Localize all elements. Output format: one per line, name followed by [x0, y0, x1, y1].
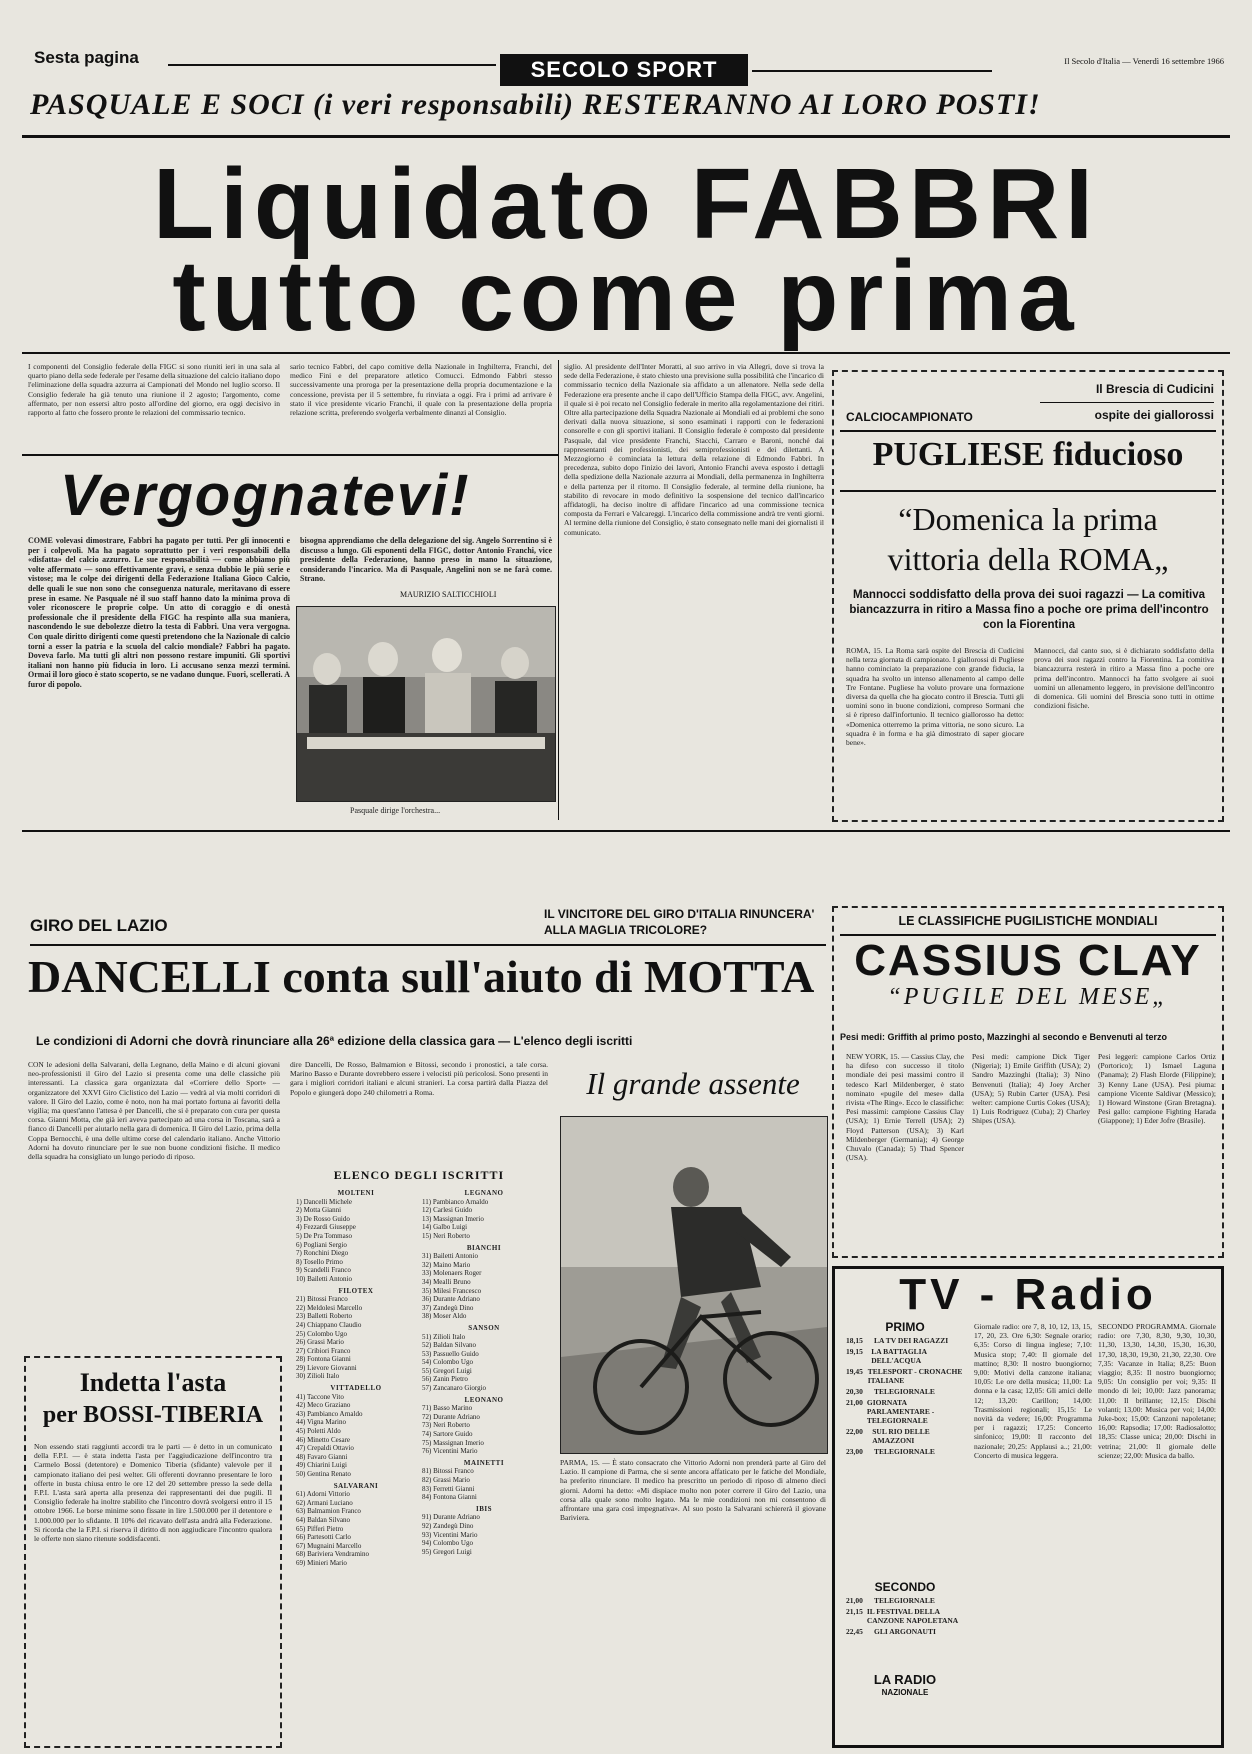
pugilato-text-col3: Pesi leggeri: campione Carlos Ortiz (Portorico); 1) Ismael Laguna (Panama); 2) Flash Elorde (Filippine); 3) Kenny Lane (USA). Pesi piuma: campione Vicente Saldivar (Messico); 1) Howard Winstone (Gran Bretagna). Pesi gallo: campione Fighting Harada (Giappone); 1) Eder Jofre (Brasile).	[1098, 1052, 1216, 1126]
tv-schedule-row	[846, 1336, 966, 1345]
tv-program: TELEGIORNALE	[874, 1387, 935, 1396]
rider-entry: 50) Gentina Renato	[296, 1470, 351, 1478]
calcio-subtitle-rule	[840, 490, 1216, 492]
rider-entry: 51) Zilioli Italo	[422, 1332, 466, 1341]
rider-entry: 69) Minieri Mario	[296, 1558, 347, 1567]
rider-entry: 1) Dancelli Michele	[296, 1197, 352, 1206]
rider-entry: 48) Favaro Gianni	[296, 1452, 348, 1461]
rider-entry: 66) Partesotti Carlo	[296, 1533, 351, 1542]
pugilato-text-col1: NEW YORK, 15. — Cassius Clay, che ha difeso con successo il titolo mondiale dei pesi massimi contro il tedesco Karl Mildenberger, è stato nominato «pugile del mese» dalla rivista «The Ring». Ecco le classifiche: Pesi massimi: campione Cassius Clay (USA); 1) Ernie Terrell (USA); 2) Floyd Patterson (USA); 3) Karl Mildenberger (Germania); 4) George Chuvalo (Canada); 5) Thad Spencer (USA).	[846, 1052, 964, 1163]
tv-time: 21,00	[846, 1398, 863, 1407]
rider-entry: 11) Pambianco Arnaldo	[422, 1197, 489, 1206]
lazio-kicker-rule	[30, 944, 826, 946]
tv-secondo-list	[846, 1596, 966, 1666]
calcio-deck: Mannocci soddisfatto della prova dei suoi ragazzi — La comitiva biancazzurra in ritiro a Massa fino a poche ore prima dell'incontro con la Fiorentina	[849, 589, 1209, 631]
tv-time: 22,45	[846, 1627, 863, 1636]
rider-entry: 28) Fontona Gianni	[296, 1355, 351, 1364]
rider-entry: 31) Bailetti Antonio	[422, 1252, 478, 1261]
rider-entry: 4) Fezzardi Giuseppe	[296, 1223, 356, 1232]
team-name: MOLTENI	[337, 1189, 375, 1197]
rider-entry: 73) Neri Roberto	[422, 1421, 470, 1430]
calcio-text-col2: Mannocci, dal canto suo, si è dichiarato soddisfatto della prova dei suoi ragazzi contro la Fiorentina. La comitiva biancazzurra resterà in ritiro a Massa fino a poche ore prima dell'incontro. Mannocci ha fatto svolgere ai suoi uomini un allenamento leggero, in previsione dell'incontro di domenica. Gli uomini del Brescia sono tutti in ottime condizioni fisiche.	[1034, 646, 1214, 711]
calcio-title: PUGLIESE fiducioso	[872, 436, 1184, 473]
tv-time: 20,30	[846, 1387, 863, 1396]
rider-entry: 57) Zancanaro Giorgio	[422, 1384, 487, 1393]
tv-schedule-row	[846, 1387, 966, 1396]
rider-entry: 10) Bailetti Antonio	[296, 1274, 352, 1283]
lazio-kicker: IL VINCITORE DEL GIRO D'ITALIA RINUNCERA' ALLA MAGLIA TRICOLORE?	[544, 907, 815, 937]
editorial-photo-caption: Pasquale dirige l'orchestra...	[350, 806, 441, 815]
section-banner: SECOLO SPORT	[500, 54, 748, 86]
rider-entry: 7) Ronchini Diego	[296, 1249, 349, 1258]
rider-entry: 22) Meldolesi Marcello	[296, 1303, 363, 1312]
main-headline-line1: Liquidato FABBRI	[153, 148, 1099, 260]
rider-entry: 8) Tosello Primo	[296, 1257, 343, 1266]
rider-entry: 32) Maino Mario	[422, 1260, 471, 1269]
rider-entry: 24) Chiappano Claudio	[296, 1320, 362, 1329]
rider-entry: 71) Basso Marino	[422, 1404, 473, 1413]
tv-program: LA BATTAGLIA DELL'ACQUA	[871, 1347, 927, 1365]
page-label: Sesta pagina	[34, 48, 139, 67]
rider-entry: 5) De Pra Tommaso	[296, 1231, 352, 1240]
tv-title: TV - Radio	[899, 1270, 1157, 1319]
lead-text-col2: sario tecnico Fabbri, del capo comitive della Nazionale in Inghilterra, Franchi, del medico Fini e del preparatore atletico Comucci. Edmondo Fabbri stesso successivamente una proroga per la presentazione della propria documentazione e la concessione, prevista per il 5 settembre, fu rinviata a oggi. Fra i primi ad arrivare è stato il vice presidente vicario Franchi, il quale con la presentazione della propria relazione scritta, preferendo svolgerla verbalmente dinanzi al Consiglio.	[290, 362, 552, 418]
rider-entry: 62) Armani Luciano	[296, 1498, 353, 1507]
iscritti-col2	[422, 1186, 546, 1746]
middle-col-text: siglio. Al presidente dell'Inter Moratti, al suo arrivo in via Allegri, dove si trova la sede della Federazione, è stato chiesto una previsione sulla possibilità che l'incarico di commissario tecnico della Nazionale sia affidato a un allenatore. Nella sede della Federazione era presente anche il capo dell'Ufficio Stampa della FIGC, avv. Angelini, il quale si è poi recato nel Consiglio federale in merito alla regolamentazione dei ritiri. Oltre alla partecipazione della Squadra Nazionale ai Mondiali ed ai problemi che sono derivati dalla nuova situazione, si sono esaminati i rapporti con le federazioni consorelle e con gli sportivi italiani. Il Consiglio federale è composto dal presidente Pasquale, dal vice presidente Franchi, Stacchi, Carraro e Baroni, nonché dai rappresentanti dei professionisti, dei semiprofessionisti e dei dilettanti. A Mezzogiorno è cominciata la lettura della relazione di Edmondo Fabbri. In precedenza, subito dopo l'inizio dei lavori, Antonio Franchi aveva esposto i dettagli della spedizione della Nazionale azzurra ai Mondiali, della permanenza in Inghilterra e della partenza per il ritorno. Il Consiglio federale, al termine della riunione, ha stabilito di revocare in modo definitivo la sospensione del tecnico dall'incarico affidatogli, ha deciso inoltre di affidare l'incarico ad una commissione tecnica composta da Ferrari e Valcareggi. L'incarico della commissione andrà tre venti giorni. Al termine della riunione del Consiglio, è stato consegnato nelle mani dei giornalisti il comunicato.	[564, 362, 824, 537]
team-name: BIANCHI	[466, 1243, 502, 1252]
rider-entry: 33) Molenaers Roger	[422, 1269, 482, 1278]
rider-entry: 6) Pogliani Sergio	[296, 1240, 347, 1249]
rider-entry: 64) Baldan Silvano	[296, 1515, 351, 1524]
rider-entry: 81) Bitossi Franco	[422, 1467, 474, 1476]
rider-entry: 45) Poletti Aldo	[296, 1427, 341, 1436]
grande-assente-photo	[560, 1116, 828, 1454]
tv-program: TELESPORT - CRONACHE ITALIANE	[867, 1367, 963, 1385]
tv-schedule-row	[846, 1347, 966, 1365]
middle-col-divider-left	[558, 360, 559, 820]
pugilato-text-col2: Pesi medi: campione Dick Tiger (Nigeria); 1) Emile Griffith (USA); 2) Sandro Mazzinghi (Italia); 3) Nino Benvenuti (Italia); 4) Joey Archer (USA); 5) Rubin Carter (USA). Pesi welter: campione Curtis Cokes (USA); 1) Luis Rodriguez (Cuba); 2) Charley Shipes (USA).	[972, 1052, 1090, 1126]
lead-rule	[22, 454, 558, 456]
team-name: LEGNANO	[464, 1189, 504, 1197]
tv-program: GIORNATA PARLAMENTARE - TELEGIORNALE	[866, 1398, 935, 1425]
rider-entry: 56) Zanin Pietro	[422, 1375, 468, 1384]
rider-entry: 83) Ferretti Gianni	[422, 1484, 475, 1493]
rider-entry: 37) Zandegù Dino	[422, 1303, 474, 1312]
tv-program: GLI ARGONAUTI	[874, 1627, 936, 1636]
tv-time: 18,15	[846, 1336, 863, 1345]
rider-entry: 35) Milesi Francesco	[422, 1286, 482, 1295]
grande-assente-caption: PARMA, 15. — È stato consacrato che Vittorio Adorni non prenderà parte al Giro del Lazio. Il campione di Parma, che si sente ancora affaticato per le fatiche del Mondiale, ha preferito rinunciare. Il medico ha prescritto un periodo di riposo di almeno dieci giorni. Adorni ha detto: «Mi dispiace molto non poter correre il Giro del Lazio, una corsa alla quale sono molto legato. Ma le mie condizioni non mi consentono di affrontare una gara così impegnativa». Al suo posto la Salvarani schiererà il giovane Bariviera.	[560, 1458, 826, 1523]
calcio-subtitle-2: vittoria della ROMA„	[887, 541, 1169, 577]
team-name: FILOTEX	[338, 1286, 374, 1295]
rider-entry: 74) Sartore Guido	[422, 1430, 473, 1439]
team-name: IBIS	[475, 1504, 492, 1513]
rider-entry: 53) Passuello Guido	[422, 1349, 479, 1358]
main-headline-line2: tutto come prima	[172, 240, 1080, 352]
rider-entry: 61) Adorni Vittorio	[296, 1490, 350, 1499]
team-name: SANSON	[468, 1323, 500, 1332]
rider-entry: 34) Mealli Bruno	[422, 1277, 471, 1286]
tv-schedule-row	[846, 1367, 966, 1385]
calcio-side-kicker-1: Il Brescia di Cudicini	[1095, 382, 1214, 396]
rider-entry: 23) Balletti Roberto	[296, 1312, 352, 1321]
rider-entry: 52) Baldan Silvano	[422, 1341, 477, 1350]
rider-entry: 30) Zilioli Italo	[296, 1372, 340, 1381]
calcio-side-kicker-2: ospite dei giallorossi	[1094, 408, 1214, 422]
rider-entry: 29) Lievore Giovanni	[296, 1363, 357, 1372]
headline-rule	[22, 352, 1230, 354]
tv-program: TELEGIORNALE	[874, 1447, 935, 1456]
tv-time: 19,15	[846, 1347, 863, 1356]
editorial-signature: MAURIZIO SALTICCHIOLI	[400, 590, 497, 599]
rider-entry: 44) Vigna Marino	[296, 1418, 346, 1427]
section-divider	[22, 830, 1230, 832]
tv-secondo-label: SECONDO	[874, 1580, 936, 1594]
tv-time: 23,00	[846, 1447, 863, 1456]
pugilato-subtitle: “PUGILE DEL MESE„	[887, 984, 1169, 1010]
rider-entry: 27) Cribiori Franco	[296, 1346, 351, 1355]
rider-entry: 41) Taccone Vito	[296, 1392, 344, 1401]
pugilato-deck: Pesi medi: Griffith al primo posto, Mazzinghi al secondo e Benvenuti al terzo	[840, 1032, 1168, 1042]
tv-text-col2: Giornale radio: ore 7, 8, 10, 12, 13, 15, 17, 20, 23. Ore 6,30: Segnale orario; 6,35: Corso di lingua inglese; 7,10: Musica stop; 7,40: Il giornale del mattino; 8,30: Il nostro buongiorno; 9,00: Motivi della canzone italiana; 10,05: Le ore della musica; 11,00: La donna e la casa; 12,05: Gli amici delle 12; 13,20: Carillon; 14,00: Trasmissioni regionali; 15,15: Le novità da vedere; 16,00: Programma per i ragazzi; 17,25: Concerto sinfonico; 19,00: Il racconto del nazionale; 20,25: Applausi a..; 21,00: Concerto di musica leggera.	[974, 1322, 1092, 1460]
calcio-subtitle-1: “Domenica la prima	[898, 501, 1158, 537]
rider-entry: 2) Motta Gianni	[296, 1206, 342, 1215]
rider-entry: 94) Colombo Ugo	[422, 1539, 473, 1548]
tv-time: 21,15	[846, 1607, 863, 1616]
rider-entry: 75) Massignan Imerio	[422, 1438, 484, 1447]
tv-primo-list	[846, 1336, 966, 1576]
meeting-photo-illustration	[297, 607, 555, 801]
editorial-text-left: COME volevasi dimostrare, Fabbri ha pagato per tutti. Per gli innocenti e per i colpevoli. Ma ha pagato soprattutto per i veri responsabili della «disfatta» del calcio azzurro. Le sue responsabilità — come abbiamo più volte affermato — sono effettivamente gravi, e senza dubbio le più serie e vistose; ma le colpe dei dirigenti della Federazione Italiana Gioco Calcio, delle quali le sue non sono che conseguenza naturale, meritavano di essere prese in esame. Ne Pasquale né il suo staff hanno dato la minima prova di voler riconoscere le proprie colpe. Un atto di coraggio e di onestà professionale che il presidente della FIGC ha respinto alla sua maniera, nascondendo le sue debolezze dietro la testa di Fabbri. Una vera vergogna. Con quale diritto dirigenti come questi pretendono che la Nazionale di calcio torni a esser la patria e la scuola del calcio mondiale? Fabbri ha pagato. Doveva farlo. Ma tutti gli altri non possono restare impuniti. Gli sportivi italiani non hanno più fiducia in loro. Li accusano senza mezzi termini. Ormai il loro gioco è stato scoperto, se ne vadano dunque. Fuori, scellerati. A furor di popolo.	[28, 536, 290, 689]
tv-schedule-row	[846, 1398, 966, 1425]
tv-program: IL FESTIVAL DELLA CANZONE NAPOLETANA	[866, 1607, 959, 1625]
masthead-rule-right	[752, 70, 992, 72]
kicker-rule	[22, 135, 1230, 138]
tv-primo-label: PRIMO	[885, 1320, 925, 1334]
tv-schedule-row	[846, 1596, 966, 1605]
tv-time: 22,00	[846, 1427, 863, 1436]
rider-entry: 36) Durante Adriano	[422, 1295, 480, 1304]
rider-entry: 67) Mugnaini Marcello	[296, 1541, 362, 1550]
grande-assente-title: Il grande assente	[586, 1066, 800, 1101]
lead-text-col1: I componenti del Consiglio federale della FIGC si sono riuniti ieri in una sala al quarto piano della sede federale per l'esame della situazione del calcio italiano dopo l'eliminazione della squadra azzurra ai Campionati del Mondo nel luglio scorso. Il Consiglio federale ha già tenuto una riunione il 2 agosto; l'argomento, come affermato, per non essersi altro posto all'ordine del giorno, era oggi decisivo in rapporto al fatto che fossero pronte le relazioni del commissario tecnico.	[28, 362, 280, 418]
tv-program: SUL RIO DELLE AMAZZONI	[872, 1427, 930, 1445]
rider-entry: 12) Carlesi Guido	[422, 1206, 473, 1215]
team-name: VITTADELLO	[330, 1384, 382, 1393]
rider-entry: 95) Gregori Luigi	[422, 1547, 472, 1556]
tv-schedule-row	[846, 1607, 966, 1625]
rider-entry: 54) Colombo Ugo	[422, 1358, 473, 1367]
rider-entry: 63) Balmamion Franco	[296, 1507, 361, 1516]
tv-text-col3: SECONDO PROGRAMMA. Giornale radio: ore 7,30, 8,30, 9,30, 10,30, 11,30, 13,30, 14,30, 15,30, 16,30, 17,30, 18,30, 19,30, 21,30, 22,30. Ore 7,35: Vacanze in Italia; 8,25: Buon viaggio; 8,35: Il nostro buongiorno; 9,05: Un consiglio per voi; 9,35: Il mondo di lei; 10,00: Jazz panorama; 11,00: Il brillante; 12,15: Dischi volanti; 13,00: Musica per voi; 14,00: Juke-box; 15,00: Canzoni napoletane; 16,00: Rapsodia; 17,00: Radiosalotto; 18,35: Classe unica; 20,00: Dischi in vetrina; 21,00: Il giornale delle scienze; 22,00: Musica da ballo.	[1098, 1322, 1216, 1460]
rider-entry: 49) Chiarini Luigi	[296, 1461, 347, 1470]
radio-label: LA RADIO	[873, 1672, 937, 1687]
rider-entry: 9) Scandelli Franco	[296, 1266, 351, 1275]
pugilato-title: CASSIUS CLAY	[854, 936, 1202, 985]
rider-entry: 55) Gregori Luigi	[422, 1366, 472, 1375]
calcio-title-rule	[840, 430, 1216, 432]
rider-entry: 82) Grassi Mario	[422, 1476, 470, 1484]
rider-entry: 65) Pifferi Pietro	[296, 1524, 344, 1533]
lazio-title: DANCELLI conta sull'aiuto di MOTTA	[28, 951, 815, 1002]
tv-schedule-row	[846, 1447, 966, 1456]
rider-entry: 13) Massignan Imerio	[422, 1214, 484, 1223]
calcio-text-col1: ROMA, 15. La Roma sarà ospite del Brescia di Cudicini nella terza giornata di campionato. I giallorossi di Pugliese hanno cominciato la preparazione con grande fiducia, la squadra ha svolto un intenso allenamento al campo delle Tre Fontane. Pugliese ha voluto provare una formazione diversa da quella che ha giocato contro il Brescia. Tutti gli uomini sono in buone condizioni, compreso Sormani che si è ripreso dall'infortunio. Il tecnico giallorosso ha detto: «Domenica otterremo la prima vittoria, ne sono sicuro. La squadra è in forma e ha già dimostrato di saper giocare bene».	[846, 646, 1024, 748]
rider-entry: 47) Crepaldi Ottavio	[296, 1444, 354, 1453]
asta-title-1: Indetta l'asta	[79, 1368, 227, 1397]
team-name: SALVARANI	[333, 1481, 379, 1490]
masthead-rule-left	[168, 64, 496, 66]
rider-entry: 92) Zandegù Dino	[422, 1521, 474, 1530]
tv-program: TELEGIORNALE	[874, 1596, 935, 1605]
lazio-text-col1: CON le adesioni della Salvarani, della Legnano, della Maino e di alcuni giovani neo-professionisti il Giro del Lazio si presenta come una delle classiche più interessanti. La classica gara organizzata dal «Corriere dello Sport» — organizzatore del XXVI Giro Ciclistico del Lazio — vedrà al via molti corridori di valore. Il Giro del Lazio, come è noto, non ha mai portato fortuna ai favoriti della vigilia; ma quest'anno l'attesa è per Dancelli, che si è preparato con cura per questa corsa. Gianni Motta, che già ieri aveva partecipato ad una corsa in Toscana, sarà a fianco di Dancelli per aiutarlo nella gara di domenica. Il Giro del Lazio, prima della Coppa Bernocchi, è una delle ultime corse del calendario italiano. Anche Vittorio Adorni ha dovuto rinunciare per le sue non buone condizioni fisiche. Il medico della squadra ha consigliato un lungo periodo di riposo.	[28, 1060, 280, 1162]
calcio-label: CALCIOCAMPIONATO	[846, 410, 973, 424]
rider-entry: 43) Pambianco Arnaldo	[296, 1409, 363, 1418]
kicker-headline: PASQUALE E SOCI (i veri responsabili) RESTERANNO AI LORO POSTI!	[30, 88, 1041, 121]
lazio-label: GIRO DEL LAZIO	[30, 916, 168, 935]
rider-entry: 14) Galbo Luigi	[422, 1223, 468, 1232]
radio-sub: NAZIONALE	[881, 1688, 929, 1697]
tv-time: 21,00	[846, 1596, 863, 1605]
iscritti-title: ELENCO DEGLI ISCRITTI	[333, 1168, 505, 1182]
dateline: Il Secolo d'Italia — Venerdì 16 settembre 1966	[1064, 56, 1224, 66]
rider-entry: 46) Minetto Cesare	[296, 1435, 351, 1444]
tv-schedule-row	[846, 1627, 966, 1636]
team-name: MAINETTI	[463, 1458, 505, 1467]
tv-schedule-row	[846, 1427, 966, 1445]
iscritti-col1	[296, 1186, 416, 1746]
rider-entry: 21) Bitossi Franco	[296, 1295, 348, 1304]
lazio-text-col2: dire Dancelli, De Rosso, Balmamion e Bitossi, secondo i pronostici, a tale corsa. Marino Basso e Durante dovrebbero essere i velocisti più pericolosi. Sono presenti in gara i migliori corridori italiani e alcuni stranieri. La corsa partirà dalla Piazza del Popolo e giungerà dopo 240 chilometri a Roma.	[290, 1060, 548, 1097]
rider-entry: 72) Durante Adriano	[422, 1412, 480, 1421]
rider-entry: 26) Grassi Mario	[296, 1338, 344, 1347]
rider-entry: 84) Fontona Gianni	[422, 1493, 477, 1502]
asta-text: Non essendo stati raggiunti accordi tra le parti — è detto in un comunicato della F.P.I. — è stata indetta l'asta per l'aggiudicazione dell'incontro tra Carmelo Bossi (detentore) e Domenico Tiberia (sfidante) valevole per il campionato italiano dei pesi welter. Gli offerenti dovranno presentare le loro offerte in busta chiusa entro le ore 12 del 20 settembre presso la sede della F.P.I. L'asta sarà aperta alla presenza dei rappresentanti dei due pugili. Il Consiglio federale ha inoltre stabilito che l'incontro dovrà svolgersi entro il 15 ottobre 1966. Le borse minime sono fissate in lire 1.500.000 per il detentore e 1.000.000 per lo sfidante. Il 10% del ricavato dell'asta andrà alla Federazione. Si ricorda che la F.P.I. si riserva il diritto di non aggiudicare l'incontro qualora le offerte non siano ritenute soddisfacenti.	[34, 1442, 272, 1544]
rider-entry: 93) Vicentini Mario	[422, 1530, 478, 1539]
rider-entry: 42) Meco Graziano	[296, 1401, 351, 1410]
lazio-deck: Le condizioni di Adorni che dovrà rinunciare alla 26ª edizione della classica gara — L'elenco degli iscritti	[36, 1034, 633, 1048]
rider-entry: 76) Vicentini Mario	[422, 1447, 478, 1456]
rider-entry: 38) Moser Aldo	[422, 1312, 467, 1321]
editorial-photo	[296, 606, 556, 802]
editorial-text-right: bisogna apprendiamo che della delegazione del sig. Angelo Sorrentino si è discusso a lungo. Gli esponenti della FIGC, dottor Antonio Franchi, vice presidente della Federazione, hanno preso in mano la situazione, considerando l'incarico. Ma di Pasquale, Angelini non se ne farà come. Strano.	[300, 536, 552, 584]
editorial-title: Vergognatevi!	[60, 463, 471, 528]
rider-entry: 91) Durante Adriano	[422, 1513, 480, 1522]
rider-entry: 15) Neri Roberto	[422, 1231, 470, 1240]
pugilato-kicker: LE CLASSIFICHE PUGILISTICHE MONDIALI	[898, 914, 1158, 928]
tv-time: 19,45	[846, 1367, 863, 1376]
rider-entry: 68) Bariviera Vendramino	[296, 1550, 369, 1559]
team-name: LEONANO	[464, 1395, 504, 1404]
asta-title-2: per BOSSI-TIBERIA	[42, 1402, 264, 1428]
calcio-side-rule	[1040, 402, 1214, 403]
tv-program: LA TV DEI RAGAZZI	[874, 1336, 949, 1345]
cyclist-photo-illustration	[561, 1117, 827, 1453]
rider-entry: 3) De Rosso Guido	[296, 1214, 350, 1223]
rider-entry: 25) Colombo Ugo	[296, 1329, 347, 1338]
